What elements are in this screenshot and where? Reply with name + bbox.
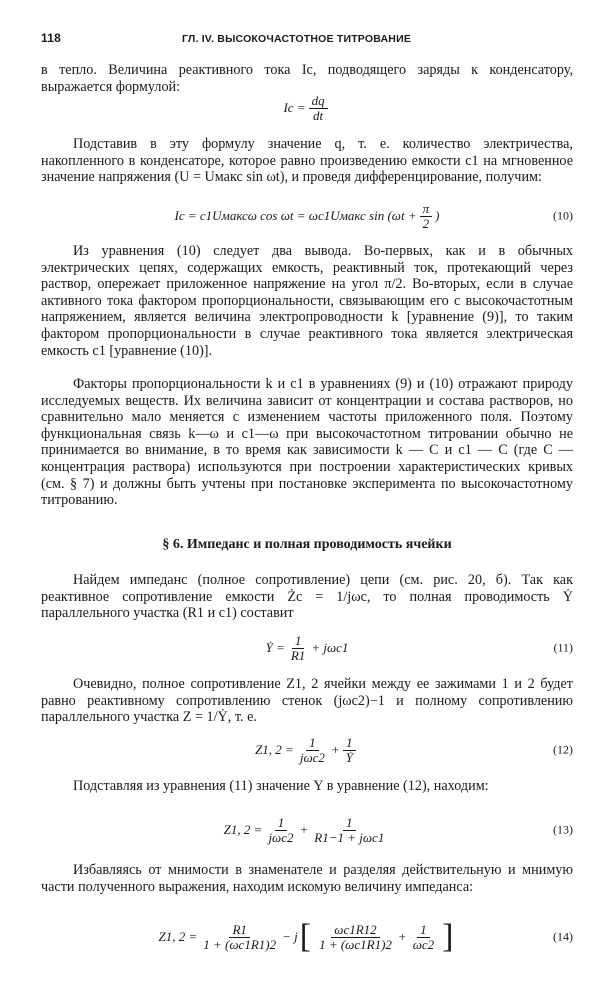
formula-a-den: dt bbox=[313, 107, 324, 123]
formula-13-num-1: 1 bbox=[275, 816, 288, 831]
formula-12-num-1: 1 bbox=[306, 736, 319, 751]
page-header bbox=[41, 30, 573, 46]
formula-14-plus: + bbox=[397, 928, 407, 944]
formula-14-den-2: 1 + (ωc1R1)2 bbox=[319, 936, 392, 952]
paragraph-6 bbox=[41, 676, 573, 726]
formula-10-close: ) bbox=[435, 207, 440, 223]
equation-number-11: (11) bbox=[553, 640, 573, 655]
equation-number-12: (12) bbox=[553, 742, 573, 757]
formula-11 bbox=[41, 628, 573, 668]
formula-10 bbox=[41, 196, 573, 236]
formula-a-num: dq bbox=[309, 94, 328, 109]
formula-11-rest: + jωc1 bbox=[311, 639, 349, 655]
formula-14-fraction-1 bbox=[200, 923, 279, 952]
formula-13-fraction-2 bbox=[311, 816, 387, 845]
paragraph-7 bbox=[41, 778, 573, 795]
formula-10-fraction bbox=[420, 202, 433, 231]
formula-12-fraction-1 bbox=[297, 736, 328, 765]
formula-11-lhs: Ẏ = bbox=[265, 639, 285, 655]
paragraph-3 bbox=[41, 243, 573, 359]
formula-12-plus: + bbox=[330, 741, 340, 757]
equation-number-10: (10) bbox=[553, 208, 573, 223]
equation-number-13: (13) bbox=[553, 822, 573, 837]
formula-14 bbox=[41, 914, 573, 960]
paragraph-5-text: Найдем импеданс (полное сопротивление) цепи (см. рис. 20, б). Так как реактивное сопротивление емкости Żc = 1/jωc, то полная проводимость Ẏ параллельного участка (R1 и c1) составит bbox=[41, 572, 573, 622]
running-title: ГЛ. IV. ВЫСОКОЧАСТОТНОЕ ТИТРОВАНИЕ bbox=[182, 33, 412, 45]
formula-14-open-bracket: [ bbox=[299, 918, 312, 955]
paragraph-8 bbox=[41, 862, 573, 895]
paragraph-4 bbox=[41, 376, 573, 509]
formula-13-den-2: R1−1 + jωc1 bbox=[314, 829, 385, 845]
formula-14-num-2: ωc1R12 bbox=[331, 923, 379, 938]
formula-11-fraction bbox=[288, 634, 308, 663]
paragraph-4-text: Факторы пропорциональности k и c1 в уравнениях (9) и (10) отражают природу исследуемых веществ. Их величина зависит от концентрации и состава растворов, но сравнительно мало меняется с изменением частоты приложенного поля. Поэтому функциональная связь k—ω и c1—ω при высокочастотном титровании обычно не принимается во внимание, в то время как зависимости k — C и c1 — C (где C — концентрация раствора) используются при построении характеристических кривых (см. § 7) и должны быть учтены при постановке эксперимента по высокочастотному титрованию. bbox=[41, 376, 573, 509]
formula-14-num-1: R1 bbox=[229, 923, 249, 938]
formula-12-fraction-2 bbox=[343, 736, 356, 765]
formula-14-num-3: 1 bbox=[417, 923, 430, 938]
formula-a-fraction bbox=[309, 94, 328, 123]
formula-14-den-1: 1 + (ωc1R1)2 bbox=[203, 936, 277, 952]
formula-13-plus: + bbox=[299, 821, 309, 837]
paragraph-5 bbox=[41, 572, 573, 622]
paragraph-2-text: Подставив в эту формулу значение q, т. е. количество электричества, накопленного в конденсаторе, которое равно произведению емкости c1 на мгновенное значение напряжения (U = Uмакс sin ωt), и проведя дифференцирование, получим: bbox=[41, 136, 573, 186]
paragraph-2 bbox=[41, 136, 573, 186]
paragraph-7-text: Подставляя из уравнения (11) значение Y в уравнение (12), находим: bbox=[73, 778, 489, 794]
formula-14-minus-j: − j bbox=[282, 928, 298, 944]
equation-number-14: (14) bbox=[553, 929, 573, 944]
formula-13-num-2: 1 bbox=[343, 816, 356, 831]
formula-14-fraction-3 bbox=[410, 923, 437, 952]
formula-13-lhs: Z1, 2 = bbox=[223, 821, 263, 837]
formula-12-lhs: Z1, 2 = bbox=[255, 741, 294, 757]
formula-13 bbox=[41, 810, 573, 850]
paragraph-1-text: в тепло. Величина реактивного тока Iс, подводящего заряды к конденсатору, выражается формулой: bbox=[41, 62, 573, 95]
formula-10-expr: Ic = c1Uмаксω cos ωt = ωc1Uмакс sin (ωt + bbox=[174, 207, 417, 223]
formula-12-num-2: 1 bbox=[343, 736, 356, 751]
formula-13-den-1: jωc2 bbox=[268, 829, 294, 845]
formula-13-fraction-1 bbox=[265, 816, 296, 845]
paragraph-8-text: Избавляясь от мнимости в знаменателе и разделяя действительную и мнимую части полученного выражения, находим искомую величину импеданса: bbox=[41, 862, 573, 895]
section-heading: § 6. Импеданс и полная проводимость ячейки bbox=[162, 537, 452, 552]
paragraph-3-text: Из уравнения (10) следует два вывода. Во-первых, как и в обычных электрических цепях, содержащих емкость, реактивный ток, протекающий через раствор, опережает приложенное напряжение на угол π/2. Во-вторых, если в случае активного тока фактором пропорциональности, связывающим его с высокочастотным напряжением, является величина электропроводности k [уравнение (9)], то таким фактором пропорциональности в случае реактивного тока является электрическая емкость c1 [уравнение (10)]. bbox=[41, 243, 573, 359]
page-number: 118 bbox=[41, 31, 61, 45]
formula-10-num: π bbox=[420, 202, 433, 217]
formula-10-den: 2 bbox=[422, 215, 430, 231]
formula-12-den-2: Ẏ bbox=[345, 749, 353, 765]
paragraph-6-text: Очевидно, полное сопротивление Z1, 2 ячейки между ее зажимами 1 и 2 будет равно реактивному сопротивлению стенок (jωc2)−1 и полному сопротивлению параллельного участка Z = 1/Ẏ, т. е. bbox=[41, 676, 573, 726]
formula-a-lhs: Ic = bbox=[283, 99, 306, 115]
formula-11-num: 1 bbox=[292, 634, 305, 649]
formula-11-den: R1 bbox=[290, 647, 306, 663]
formula-14-lhs: Z1, 2 = bbox=[158, 928, 198, 944]
formula-14-fraction-2 bbox=[316, 923, 395, 952]
formula-14-den-3: ωc2 bbox=[412, 936, 435, 952]
formula-14-close-bracket: ] bbox=[442, 918, 454, 955]
formula-reactive-current bbox=[41, 88, 573, 128]
formula-12-den-1: jωc2 bbox=[299, 749, 325, 765]
formula-12 bbox=[41, 730, 573, 770]
